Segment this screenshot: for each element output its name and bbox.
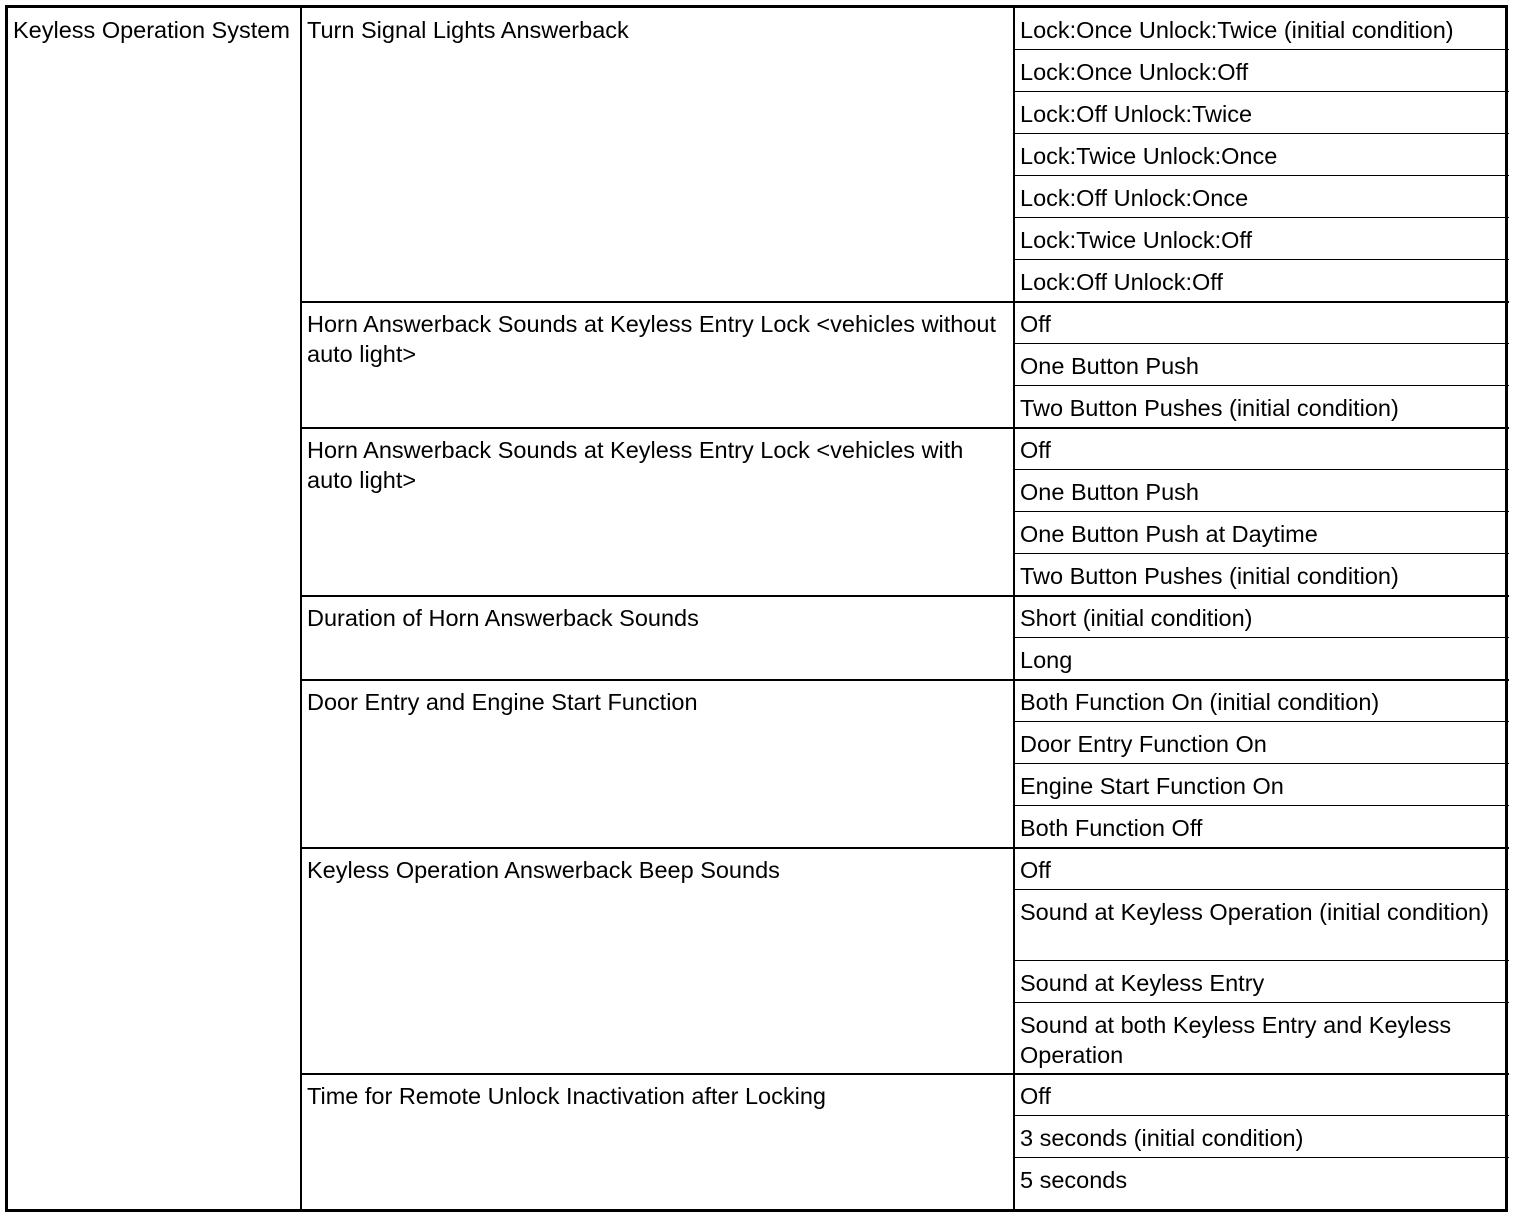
option-cell: [1015, 50, 1509, 92]
option-label: Off: [1020, 1083, 1051, 1109]
option-label: Lock:Off Unlock:Twice: [1020, 101, 1253, 127]
option-label: Two Button Pushes (initial condition): [1020, 563, 1399, 589]
category-label: Keyless Operation System: [13, 17, 290, 43]
option-label: Both Function Off: [1020, 815, 1203, 841]
feature-cell: [302, 1074, 1013, 1200]
option-label: 5 seconds: [1020, 1167, 1128, 1193]
feature-label: Horn Answerback Sounds at Keyless Entry Lock <vehicles with auto light>: [307, 437, 964, 493]
option-label: Off: [1020, 311, 1051, 337]
option-cell: [1015, 554, 1509, 596]
option-label: Lock:Off Unlock:Once: [1020, 185, 1249, 211]
option-cell: [1015, 92, 1509, 134]
option-label: Off: [1020, 437, 1051, 463]
option-cell: [1015, 764, 1509, 806]
option-label: One Button Push: [1020, 479, 1199, 505]
option-cell: [1015, 680, 1509, 722]
option-cell: [1015, 1003, 1509, 1074]
feature-label: Horn Answerback Sounds at Keyless Entry Lock <vehicles without auto light>: [307, 311, 997, 367]
feature-cell: [302, 8, 1013, 302]
option-cell: [1015, 176, 1509, 218]
option-label: Short (initial condition): [1020, 605, 1253, 631]
option-cell: [1015, 638, 1509, 680]
feature-label: Time for Remote Unlock Inactivation after Locking: [307, 1083, 826, 1109]
feature-cell: [302, 680, 1013, 848]
feature-label: Keyless Operation Answerback Beep Sounds: [307, 857, 780, 883]
option-cell: [1015, 428, 1509, 470]
option-label: Sound at both Keyless Entry and Keyless Operation: [1020, 1012, 1452, 1068]
option-label: Lock:Once Unlock:Off: [1020, 59, 1249, 85]
option-cell: [1015, 260, 1509, 302]
option-label: Long: [1020, 647, 1073, 673]
option-label: Sound at Keyless Operation (initial condition): [1020, 899, 1489, 925]
option-cell: [1015, 344, 1509, 386]
option-label: Two Button Pushes (initial condition): [1020, 395, 1399, 421]
option-cell: [1015, 806, 1509, 848]
option-label: Both Function On (initial condition): [1020, 689, 1380, 715]
option-cell: [1015, 1116, 1509, 1158]
feature-label: Door Entry and Engine Start Function: [307, 689, 698, 715]
option-cell: [1015, 722, 1509, 764]
option-cell: [1015, 302, 1509, 344]
option-cell: [1015, 1158, 1509, 1200]
option-label: Lock:Twice Unlock:Off: [1020, 227, 1253, 253]
option-cell: [1015, 134, 1509, 176]
option-cell: [1015, 218, 1509, 260]
option-label: 3 seconds (initial condition): [1020, 1125, 1304, 1151]
option-cell: [1015, 1074, 1509, 1116]
option-cell: [1015, 961, 1509, 1003]
option-cell: [1015, 8, 1509, 50]
option-cell: [1015, 848, 1509, 890]
feature-cell: [302, 848, 1013, 1074]
option-label: Engine Start Function On: [1020, 773, 1284, 799]
option-label: One Button Push: [1020, 353, 1199, 379]
feature-label: Duration of Horn Answerback Sounds: [307, 605, 699, 631]
feature-cell: [302, 428, 1013, 596]
option-label: Off: [1020, 857, 1051, 883]
settings-table: [5, 5, 1508, 1212]
option-label: Door Entry Function On: [1020, 731, 1267, 757]
category-cell: [8, 8, 300, 1209]
option-cell: [1015, 470, 1509, 512]
option-label: Lock:Once Unlock:Twice (initial condition): [1020, 17, 1454, 43]
option-cell: [1015, 890, 1509, 961]
feature-cell: [302, 302, 1013, 428]
option-cell: [1015, 596, 1509, 638]
feature-cell: [302, 596, 1013, 680]
feature-label: Turn Signal Lights Answerback: [307, 17, 629, 43]
option-cell: [1015, 512, 1509, 554]
option-cell: [1015, 386, 1509, 428]
option-label: Lock:Twice Unlock:Once: [1020, 143, 1278, 169]
option-label: Lock:Off Unlock:Off: [1020, 269, 1223, 295]
option-label: Sound at Keyless Entry: [1020, 970, 1265, 996]
option-label: One Button Push at Daytime: [1020, 521, 1318, 547]
